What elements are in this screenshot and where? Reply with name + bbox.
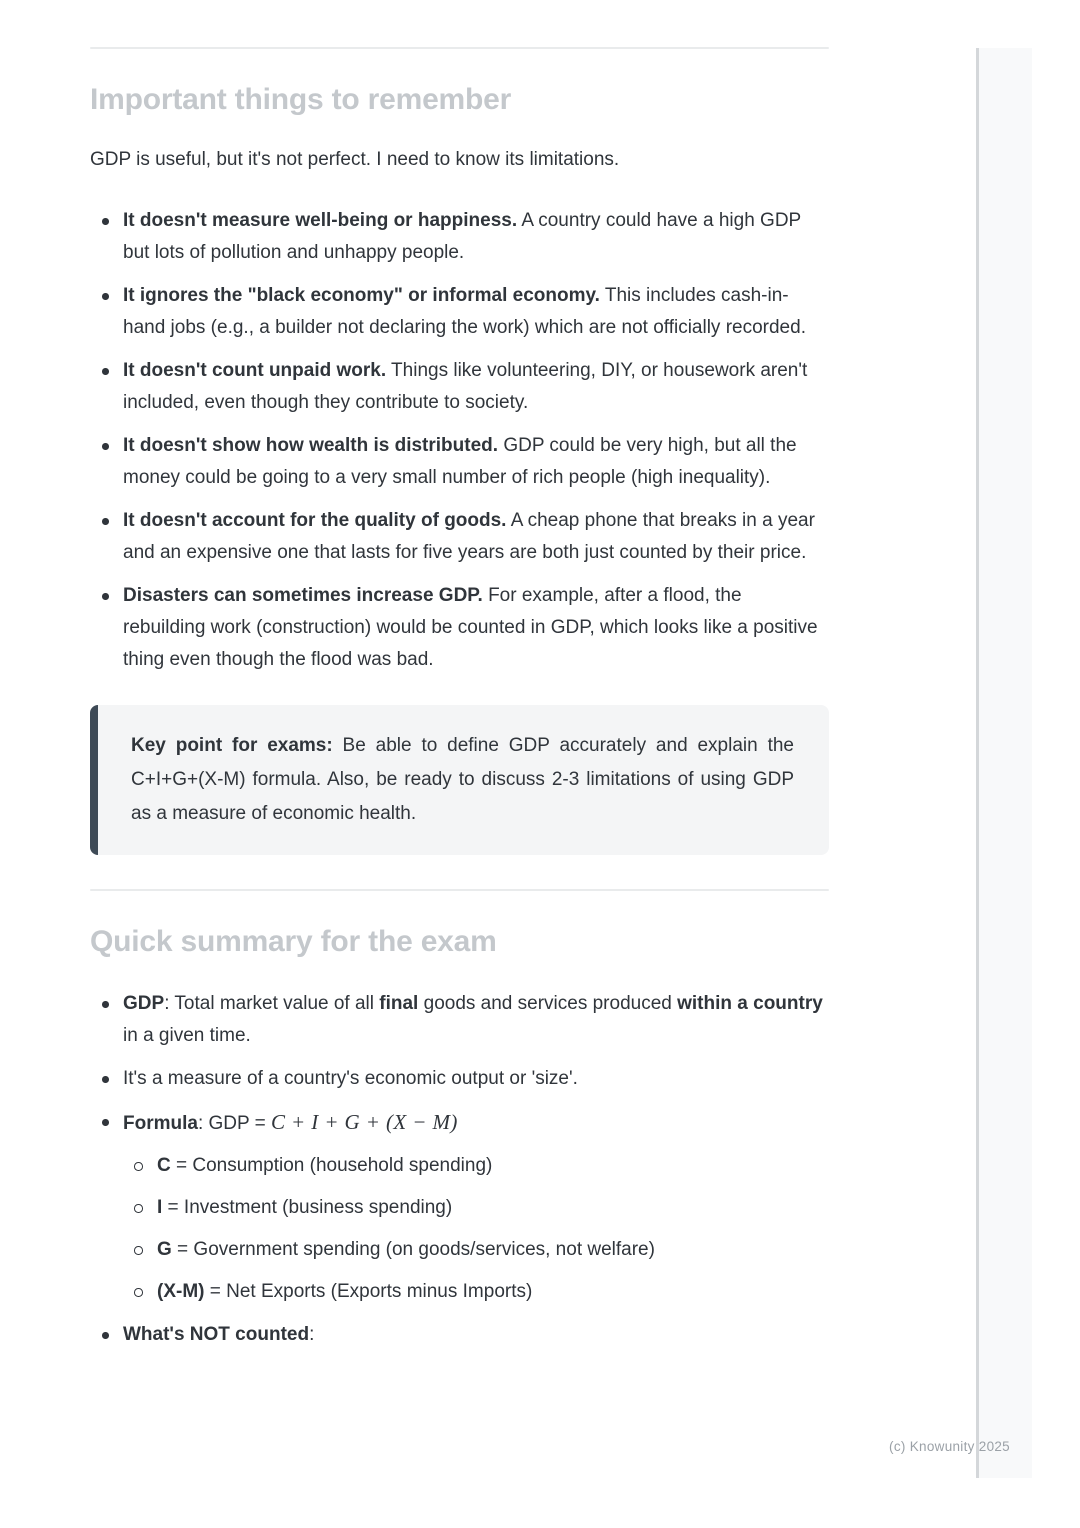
list-item [90, 355, 829, 419]
list-item [90, 1106, 829, 1308]
sub-list-item: (X-M) = Net Exports (Exports minus Imports) [123, 1276, 829, 1308]
list-item-text: It doesn't measure well-being or happiness. A country could have a high GDP but lots of pollution and unhappy people. [123, 210, 801, 263]
list-item-text: It doesn't account for the quality of goods. A cheap phone that breaks in a year and an expensive one that lasts for five years are both just counted by their price. [123, 510, 815, 563]
list-item-text: Formula: GDP = C + I + G + (X − M) [123, 1110, 458, 1134]
document-content [90, 0, 829, 1351]
sub-list [123, 1150, 829, 1308]
sub-list-item: C = Consumption (household spending) [123, 1150, 829, 1182]
list-item-text: Disasters can sometimes increase GDP. For example, after a flood, the rebuilding work (construction) would be counted in GDP, which looks like a positive thing even though the flood was bad. [123, 585, 818, 670]
top-divider [90, 47, 829, 49]
sub-list-item: G = Government spending (on goods/services, not welfare) [123, 1234, 829, 1266]
list-item [90, 430, 829, 494]
list-item [90, 580, 829, 676]
list-item-text: It ignores the "black economy" or informal economy. This includes cash-in-hand jobs (e.g., a builder not declaring the work) which are not officially recorded. [123, 285, 806, 338]
list-item-text: It doesn't show how wealth is distributed. GDP could be very high, but all the money could be going to a very small number of rich people (high inequality). [123, 435, 797, 488]
section-title-summary: Quick summary for the exam [90, 925, 497, 958]
list-item-text: What's NOT counted: [123, 1324, 315, 1345]
list-item-text: It doesn't count unpaid work. Things like volunteering, DIY, or housework aren't included, even though they contribute to society. [123, 360, 808, 413]
section-divider [90, 889, 829, 891]
list-item [90, 1319, 829, 1351]
limitations-list [90, 205, 829, 676]
intro-paragraph: GDP is useful, but it's not perfect. I need to know its limitations. [90, 149, 620, 170]
footer-copyright: (c) Knowunity 2025 [889, 1439, 1010, 1454]
list-item [90, 988, 829, 1052]
sub-list-item: I = Investment (business spending) [123, 1192, 829, 1224]
section-title-limitations: Important things to remember [90, 83, 512, 116]
list-item-text: GDP: Total market value of all final goods and services produced within a country in a given time. [123, 993, 823, 1046]
summary-list [90, 988, 829, 1351]
page-gap-strip [979, 48, 1032, 1478]
list-item [90, 505, 829, 569]
list-item [90, 280, 829, 344]
list-item [90, 205, 829, 269]
list-item-text: It's a measure of a country's economic output or 'size'. [123, 1068, 578, 1089]
key-point-callout: Key point for exams: Be able to define GDP accurately and explain the C+I+G+(X-M) formula. Also, be ready to discuss 2-3 limitations of using GDP as a measure of economic health. [90, 705, 829, 855]
list-item [90, 1063, 829, 1095]
